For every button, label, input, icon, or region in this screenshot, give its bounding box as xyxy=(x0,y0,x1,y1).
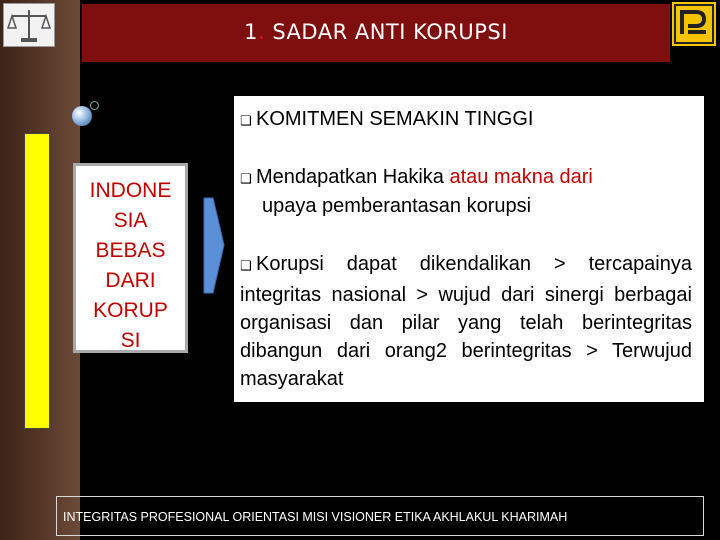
content-box xyxy=(234,96,704,402)
page-title: 1. SADAR ANTI KORUPSI xyxy=(244,20,508,44)
yellow-bar xyxy=(24,133,50,429)
left-box xyxy=(73,163,188,353)
checkbox-bullet-icon: ❑ xyxy=(240,259,252,274)
checkbox-bullet-icon: ❑ xyxy=(240,114,252,129)
bubble-decoration-icon xyxy=(72,106,92,126)
bullet-komitmen: ❑ KOMITMEN SEMAKIN TINGGI xyxy=(240,108,534,130)
title-banner xyxy=(82,4,670,62)
arrow-right-icon xyxy=(203,197,225,294)
pu-logo-icon xyxy=(672,2,716,46)
checkbox-bullet-icon: ❑ xyxy=(240,172,252,187)
bullet-hakika: ❑ Mendapatkan Hakika atau makna dari upaya pemberantasan korupsi xyxy=(240,166,593,217)
footer-values: INTEGRITAS PROFESIONAL ORIENTASI MISI VISIONER ETIKA AKHLAKUL KHARIMAH xyxy=(56,496,704,536)
bullet-korupsi: ❑ Korupsi dapat dikendalikan > tercapainya integritas nasional > wujud dari sinergi berbagai organisasi dan pilar yang telah berintegritas dibangun dari orang2 berintegritas > Terwujud masyarakat xyxy=(240,253,692,390)
left-box-text: INDONE SIA BEBAS DARI KORUP SI xyxy=(89,179,172,352)
page-title-text: SADAR ANTI KORUPSI xyxy=(272,20,508,44)
scales-logo-icon xyxy=(3,3,55,47)
small-bubble-icon xyxy=(90,101,99,110)
